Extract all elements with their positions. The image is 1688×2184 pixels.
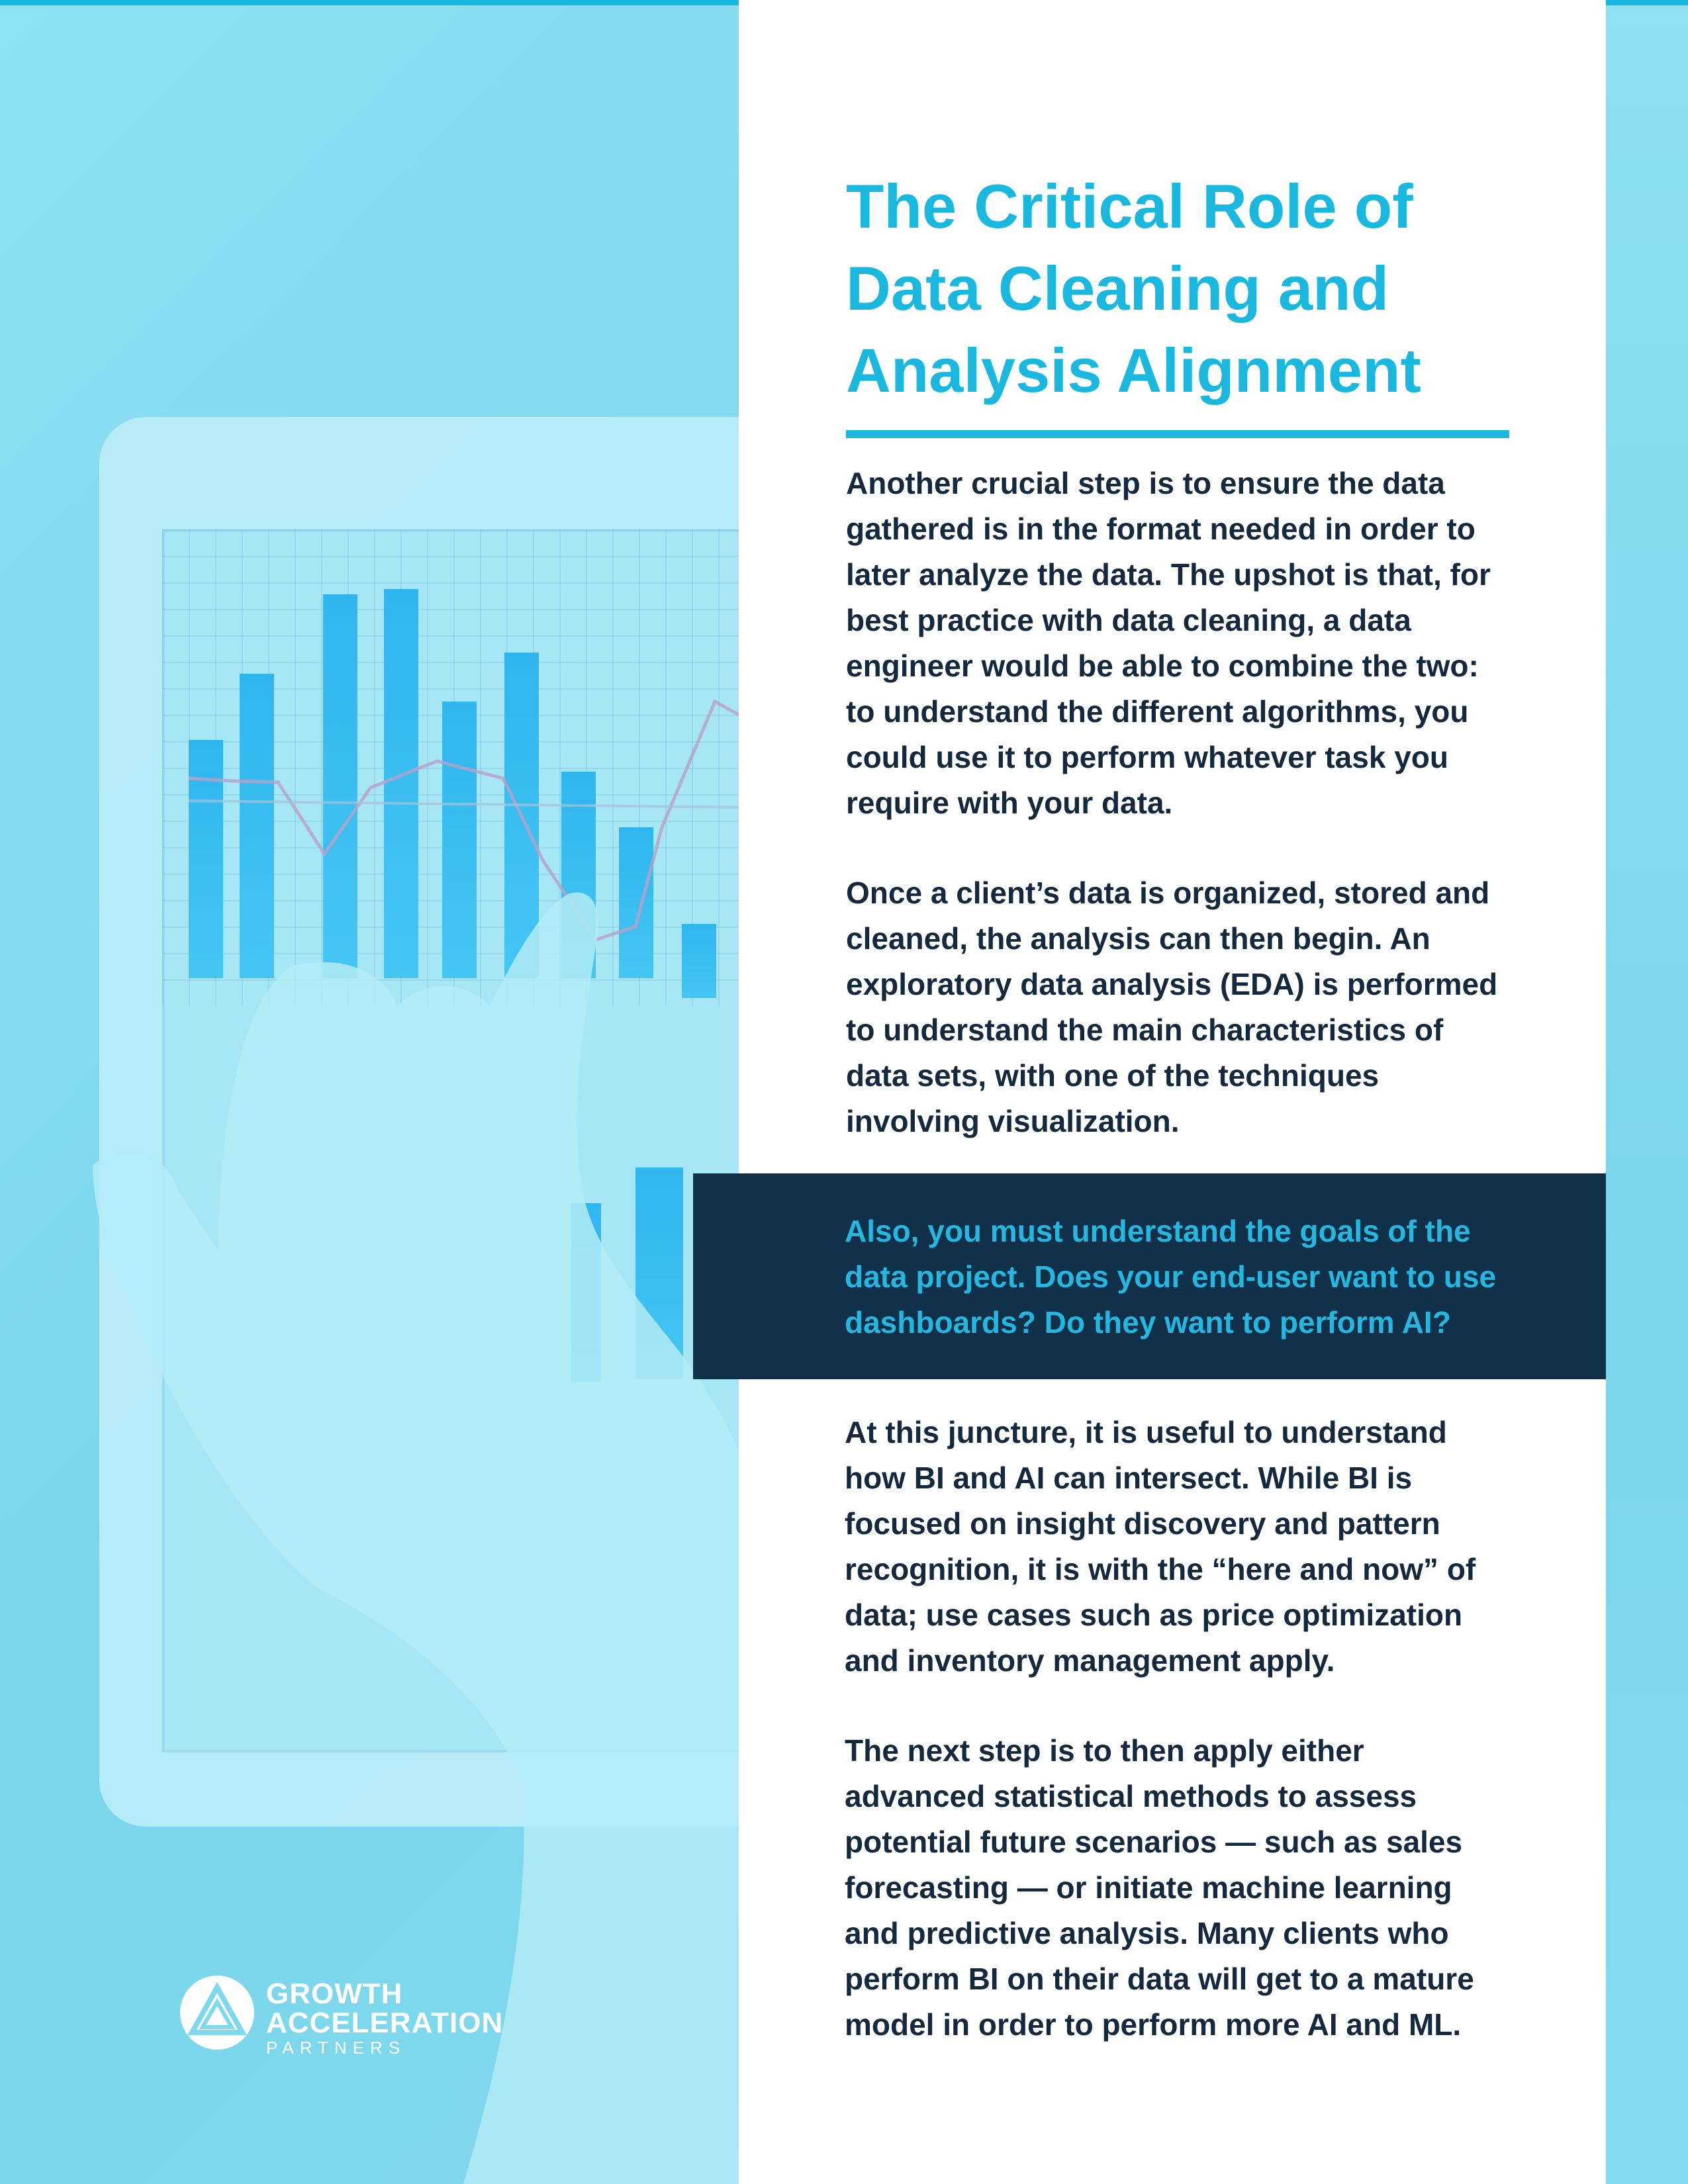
text-line: involving visualization. [846,1104,1180,1138]
text-line: data sets, with one of the techniques [846,1058,1380,1093]
text-line: forecasting — or initiate machine learning [845,1870,1452,1905]
text-line: to understand the main characteristics of [846,1013,1444,1047]
text-line: could use it to perform whatever task you [846,740,1448,774]
page-title [846,165,1508,412]
title-divider [846,430,1509,438]
text-line: recognition, it is with the “here and now” of [845,1552,1476,1586]
text-line: model in order to perform more AI and ML. [845,2007,1462,2042]
text-line: Another crucial step is to ensure the data [846,466,1445,500]
text-line: to understand the different algorithms, you [846,694,1469,729]
text-line: how BI and AI can intersect. While BI is [845,1461,1413,1495]
text-line: best practice with data cleaning, a data [846,603,1411,637]
title-line: The Critical Role of [846,171,1413,241]
paragraph-1 [846,461,1521,826]
callout-line: dashboards? Do they want to perform AI? [845,1305,1451,1340]
text-line: cleaned, the analysis can then begin. An [846,921,1430,956]
photo-hand [0,0,739,2184]
logo-line-growth: GROWTH [266,1978,403,2010]
callout-line: data project. Does your end-user want to use [845,1259,1497,1294]
text-line: later analyze the data. The upshot is that, for [846,557,1491,592]
text-line: gathered is in the format needed in order to [846,512,1476,546]
text-line: and predictive analysis. Many clients who [845,1916,1449,1950]
top-accent-strip-right [1606,0,1688,5]
text-line: Once a client’s data is organized, stored and [846,876,1490,910]
paragraph-4 [845,1728,1520,2048]
paragraph-3 [845,1410,1520,1684]
text-line: At this juncture, it is useful to understand [845,1415,1447,1449]
triangle-logo-icon [180,1976,254,2050]
text-line: The next step is to then apply either [845,1733,1364,1768]
text-line: focused on insight discovery and pattern [845,1506,1440,1541]
company-logo [180,1976,524,2062]
text-line: data; use cases such as price optimization [845,1598,1463,1632]
text-line: advanced statistical methods to assess [845,1779,1417,1813]
text-line: require with your data. [846,786,1173,820]
text-line: potential future scenarios — such as sales [845,1825,1463,1859]
logo-wordmark [266,1979,503,2058]
right-photo-strip [1606,0,1688,2184]
top-accent-strip [0,0,739,5]
callout-line: Also, you must understand the goals of the [845,1214,1471,1248]
text-line: exploratory data analysis (EDA) is performed [846,967,1498,1001]
logo-line-partners: PARTNERS [266,2038,406,2058]
text-line: and inventory management apply. [845,1643,1335,1678]
title-line: Data Cleaning and [846,253,1389,323]
callout-quote [845,1208,1573,1345]
paragraph-2 [846,870,1521,1144]
logo-line-acceleration: ACCELERATION [266,2007,504,2039]
title-line: Analysis Alignment [846,336,1421,405]
text-line: engineer would be able to combine the two: [846,649,1479,683]
text-line: perform BI on their data will get to a mature [845,1962,1474,1996]
